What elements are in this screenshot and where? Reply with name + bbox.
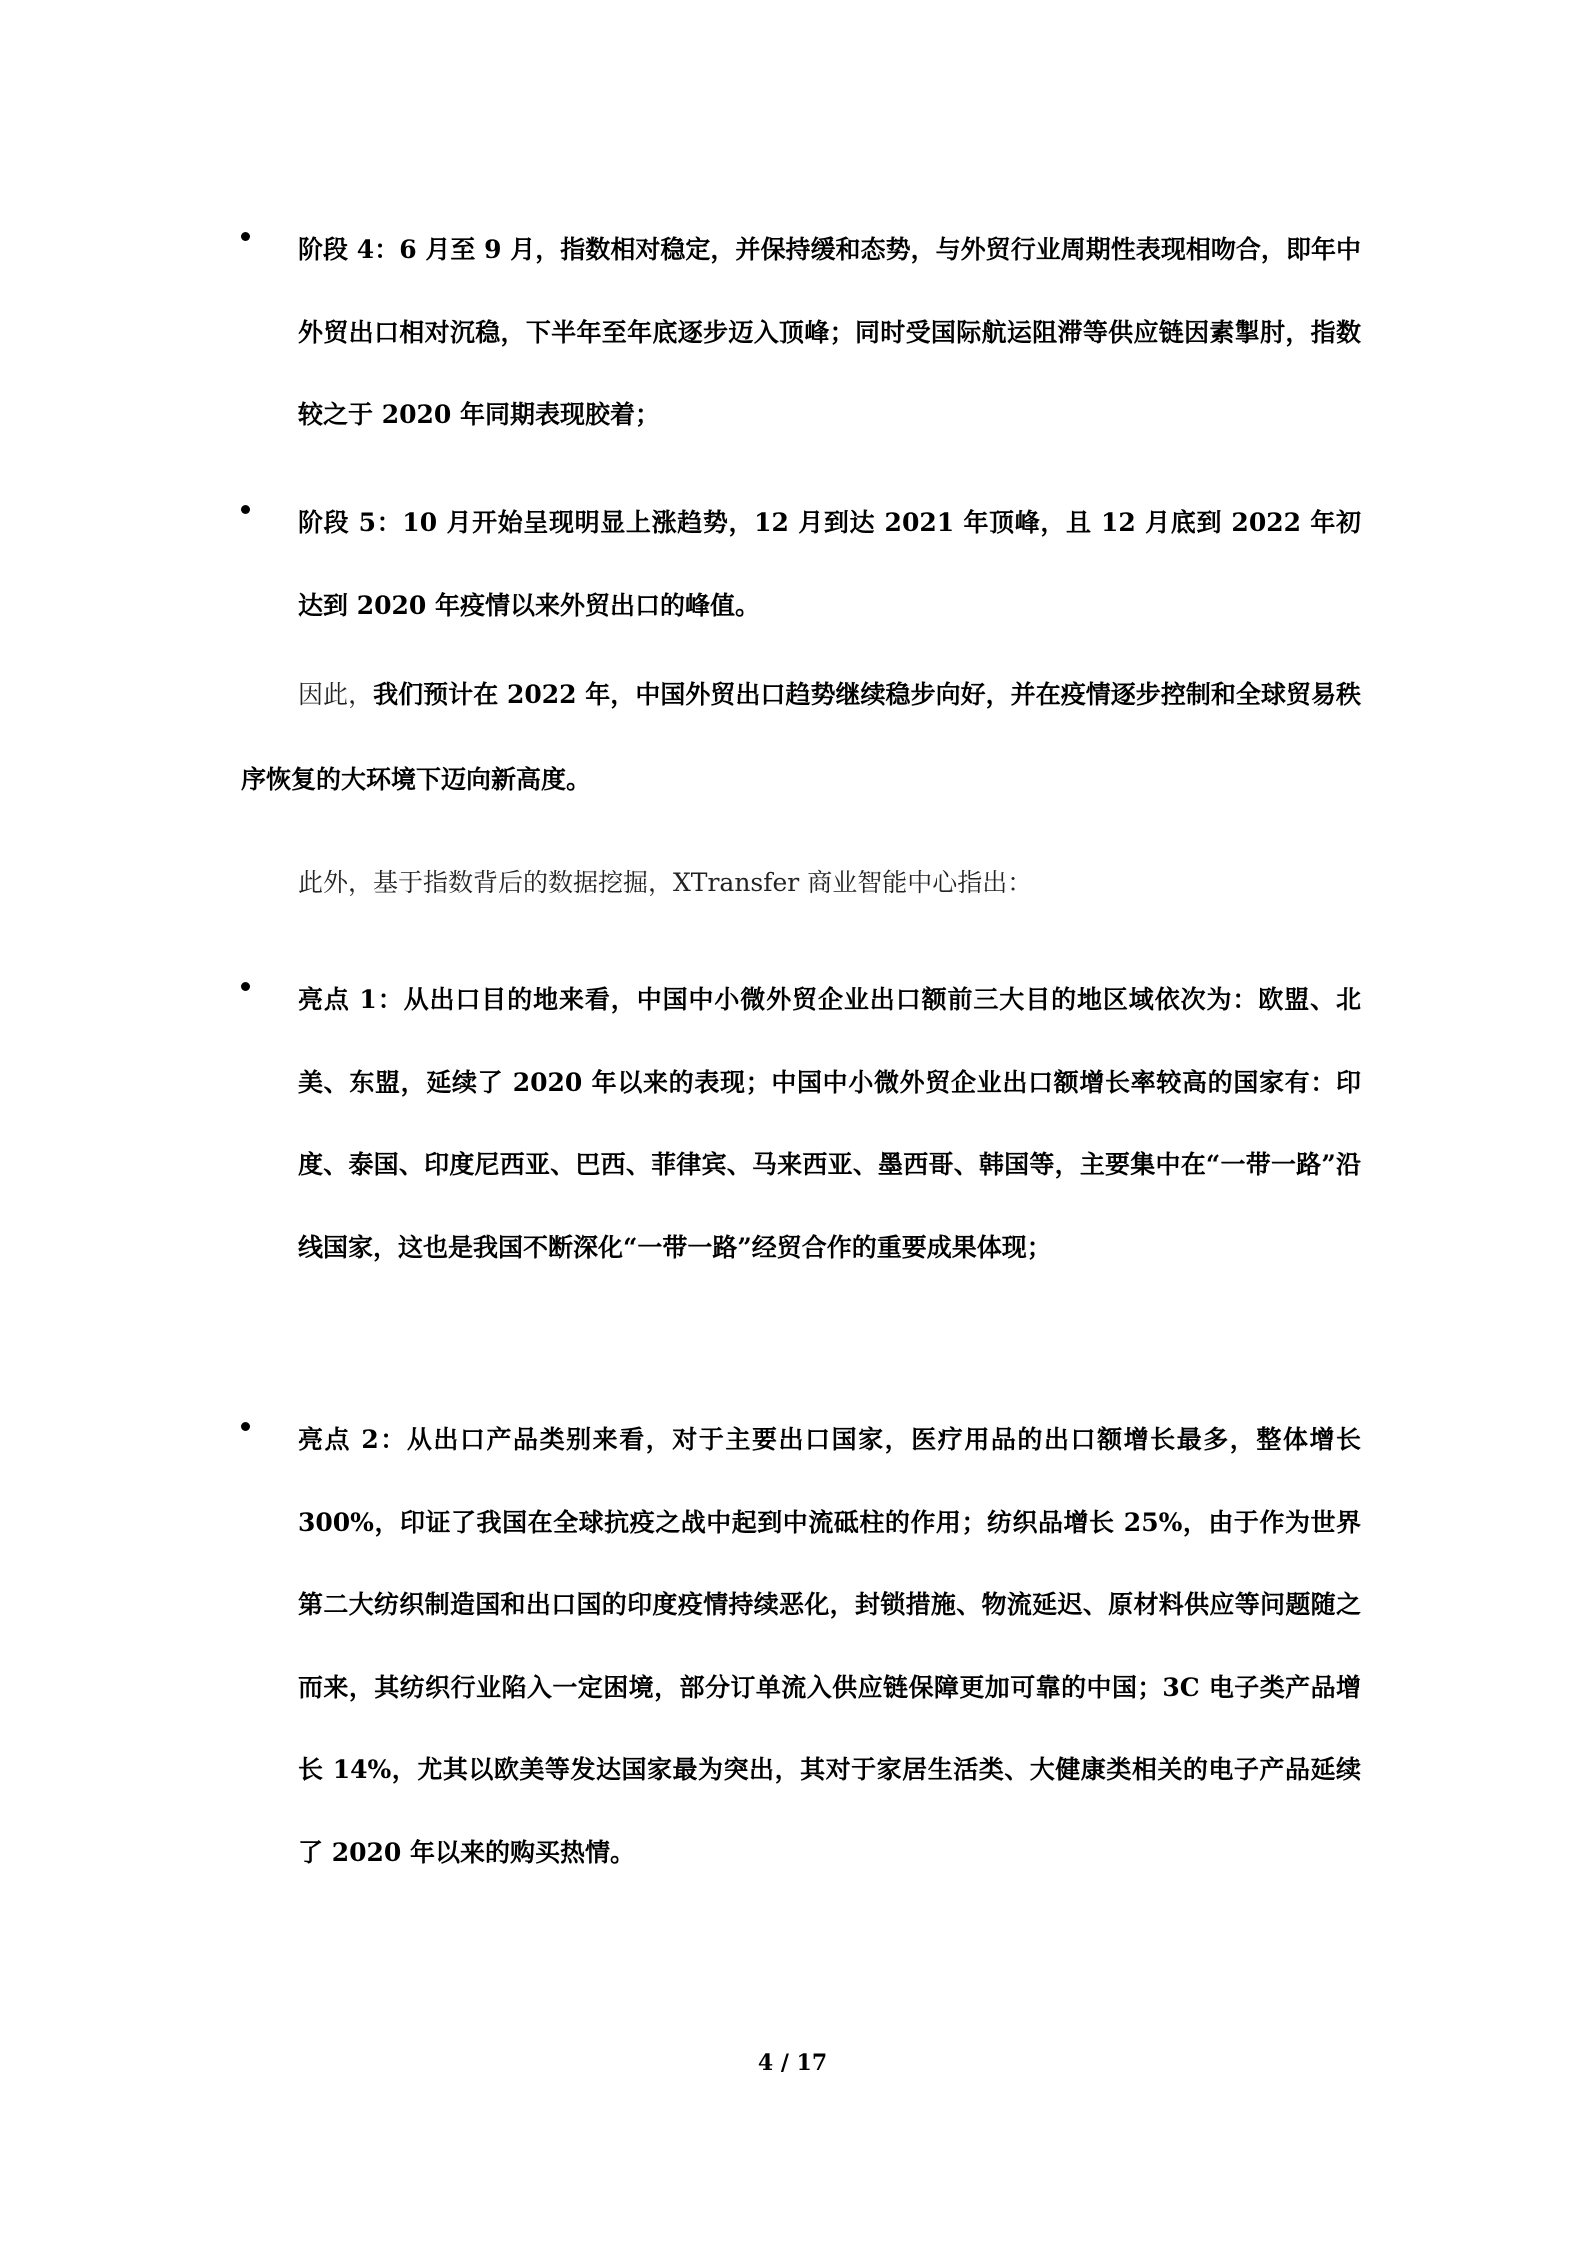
intro-paragraph xyxy=(241,840,1361,925)
bullet-dot-icon xyxy=(241,982,250,991)
conclusion-paragraph xyxy=(241,652,1361,822)
bullet-text: 阶段 4：6 月至 9 月，指数相对稳定，并保持缓和态势，与外贸行业周期性表现相吻合，即年中外贸出口相对沉稳，下半年至年底逐步迈入顶峰；同时受国际航运阻滞等供应链因素掣肘，指数较之于 2020 年同期表现胶着； xyxy=(298,235,1361,429)
bullet-dot-icon xyxy=(241,1422,250,1431)
bullet-text: 亮点 1：从出口目的地来看，中国中小微外贸企业出口额前三大目的地区域依次为：欧盟、北美、东盟，延续了 2020 年以来的表现；中国中小微外贸企业出口额增长率较高的国家有：印度、泰国、印度尼西亚、巴西、菲律宾、马来西亚、墨西哥、韩国等，主要集中在“一带一路”沿线国家，这也是我国不断深化“一带一路”经贸合作的重要成果体现； xyxy=(298,985,1361,1262)
intro-text: 此外，基于指数背后的数据挖掘，XTransfer 商业智能中心指出： xyxy=(298,868,1033,897)
conclusion-body: 我们预计在 2022 年，中国外贸出口趋势继续稳步向好，并在疫情逐步控制和全球贸易秩序恢复的大环境下迈向新高度。 xyxy=(241,680,1361,794)
bullet-text: 亮点 2：从出口产品类别来看，对于主要出口国家，医疗用品的出口额增长最多，整体增长 300%，印证了我国在全球抗疫之战中起到中流砥柱的作用；纺织品增长 25%，由于作为世界第二大纺织制造国和出口国的印度疫情持续恶化，封锁措施、物流延迟、原材料供应等问题随之而来，其纺织行业陷入一定困境，部分订单流入供应链保障更加可靠的中国；3C 电子类产品增长 14%，尤其以欧美等发达国家最为突出，其对于家居生活类、大健康类相关的电子产品延续了 2020 年以来的购买热情。 xyxy=(298,1425,1361,1867)
bullet-text: 阶段 5：10 月开始呈现明显上涨趋势，12 月到达 2021 年顶峰，且 12 月底到 2022 年初达到 2020 年疫情以来外贸出口的峰值。 xyxy=(298,508,1361,620)
bullet-dot-icon xyxy=(241,505,250,514)
conclusion-lead: 因此， xyxy=(298,680,374,709)
page-number: 4 / 17 xyxy=(757,2050,828,2076)
bullet-dot-icon xyxy=(241,232,250,241)
